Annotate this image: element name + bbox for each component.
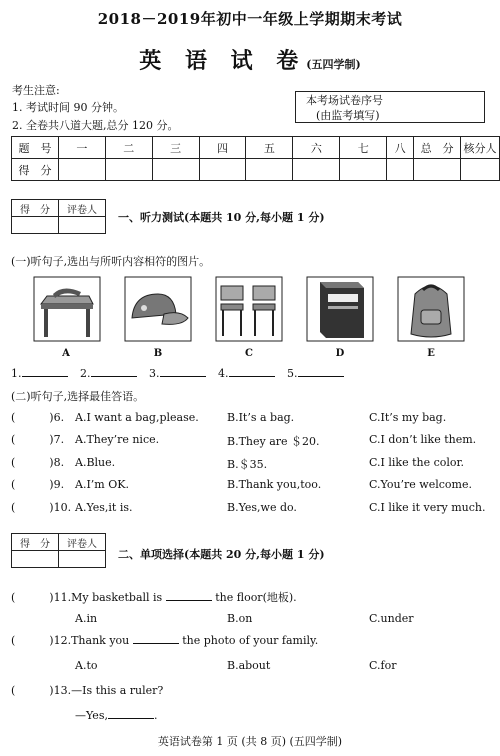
option-c: C.You’re welcome. xyxy=(369,478,472,491)
serial-line1: 本考场试卷序号 xyxy=(306,94,383,107)
score-header-cell: 总 分 xyxy=(414,137,461,159)
score-header-cell: 七 xyxy=(340,137,387,159)
option-c: C.I like it very much. xyxy=(369,501,486,514)
school-system-note: (五四学制) xyxy=(306,58,361,71)
grader-name-cell[interactable] xyxy=(59,217,106,234)
question-row xyxy=(11,433,64,446)
question-row xyxy=(11,411,64,424)
answer-paren[interactable]: ( xyxy=(11,456,16,469)
question-number: )13. xyxy=(49,684,72,697)
score-header-cell: 题 号 xyxy=(12,137,59,159)
option-b: B.about xyxy=(227,659,271,672)
notice-heading: 考生注意: xyxy=(12,84,60,97)
score-input-cell[interactable] xyxy=(199,159,246,181)
answer-paren[interactable]: ( xyxy=(11,591,16,604)
answer-prefix: —Yes, xyxy=(75,709,108,722)
option-c: C.I don’t like them. xyxy=(369,433,477,446)
score-input-cell[interactable] xyxy=(461,159,500,181)
question-row xyxy=(11,501,71,514)
answer-suffix: . xyxy=(153,709,158,722)
question-row xyxy=(11,456,64,469)
option-c: C.for xyxy=(369,659,397,672)
option-a: A.They’re nice. xyxy=(75,433,160,446)
score-table-input-row xyxy=(12,159,500,181)
score-header-cell: 三 xyxy=(152,137,199,159)
option-c: C.under xyxy=(369,612,414,625)
question-row xyxy=(11,478,64,491)
part1-title: (一)听句子,选出与所听内容相符的图片。 xyxy=(11,255,211,268)
answer-paren[interactable]: ( xyxy=(11,684,16,697)
score-input-cell[interactable] xyxy=(387,159,414,181)
serial-line2: (由监考填写) xyxy=(316,109,380,122)
question-text: the photo of your family. xyxy=(182,634,319,647)
blank-number: 3. xyxy=(149,367,160,380)
grader-score-cell[interactable] xyxy=(12,551,59,568)
question-text: the floor(地板). xyxy=(215,591,297,604)
blank-number: 1. xyxy=(11,367,22,380)
answer-blank[interactable] xyxy=(218,367,275,380)
option-b: B.They are ＄20. xyxy=(227,435,320,448)
picture-label: C xyxy=(245,348,253,359)
dictionary-icon xyxy=(306,276,374,342)
score-input-cell[interactable] xyxy=(414,159,461,181)
option-c: C.It’s my bag. xyxy=(369,411,447,424)
section2-title: 二、单项选择(本题共 20 分,每小题 1 分) xyxy=(118,548,325,561)
grader-score-label: 得 分 xyxy=(12,534,59,551)
grader-box-2 xyxy=(11,533,106,568)
answer-paren[interactable]: ( xyxy=(11,478,16,491)
paper-title xyxy=(0,44,500,75)
picture-label: E xyxy=(427,348,435,359)
score-header-cell: 四 xyxy=(199,137,246,159)
score-header-cell: 五 xyxy=(246,137,293,159)
fill-blank[interactable] xyxy=(133,643,179,644)
question-number: )6. xyxy=(49,411,65,424)
score-header-cell: 二 xyxy=(105,137,152,159)
grader-box-1 xyxy=(11,199,106,234)
option-c: C.I like the color. xyxy=(369,456,465,469)
option-b: B.Thank you,too. xyxy=(227,478,322,491)
grader-name-label: 评卷人 xyxy=(59,200,106,217)
option-b: B.on xyxy=(227,612,253,625)
notice-item: 1. 考试时间 90 分钟。 xyxy=(12,101,124,114)
desk-icon xyxy=(33,276,101,342)
option-a: A.in xyxy=(75,612,98,625)
fill-blank[interactable] xyxy=(108,718,154,719)
backpack-icon xyxy=(397,276,465,342)
picture-label: D xyxy=(335,348,345,359)
answer-paren[interactable]: ( xyxy=(11,411,16,424)
score-header-cell: 一 xyxy=(58,137,105,159)
score-input-cell[interactable] xyxy=(340,159,387,181)
score-table-header-row xyxy=(12,137,500,159)
question-text: Thank you xyxy=(71,634,130,647)
answer-blank[interactable] xyxy=(11,367,68,380)
section1-title: 一、听力测试(本题共 10 分,每小题 1 分) xyxy=(118,211,325,224)
answer-paren[interactable]: ( xyxy=(11,634,16,647)
answer-blank[interactable] xyxy=(149,367,206,380)
part2-title: (二)听句子,选择最佳答语。 xyxy=(11,390,145,403)
score-input-cell[interactable] xyxy=(152,159,199,181)
picture-label: A xyxy=(62,348,70,359)
option-a: A.Yes,it is. xyxy=(75,501,133,514)
score-header-cell: 八 xyxy=(387,137,414,159)
fill-blank[interactable] xyxy=(166,600,212,601)
question-number: )7. xyxy=(49,433,65,446)
serial-number-box xyxy=(295,91,485,123)
score-input-cell[interactable] xyxy=(58,159,105,181)
option-b: B.＄35. xyxy=(227,458,268,471)
grader-score-cell[interactable] xyxy=(12,217,59,234)
answer-paren[interactable]: ( xyxy=(11,501,16,514)
answer-paren[interactable]: ( xyxy=(11,433,16,446)
picture-label: B xyxy=(153,348,163,359)
score-input-cell[interactable] xyxy=(246,159,293,181)
question-number: )8. xyxy=(49,456,65,469)
score-header-cell: 六 xyxy=(293,137,340,159)
answer-line xyxy=(75,709,157,722)
score-input-cell[interactable] xyxy=(293,159,340,181)
option-a: A.I’m OK. xyxy=(75,478,129,491)
blank-number: 5. xyxy=(287,367,298,380)
chairs-icon xyxy=(215,276,283,342)
question-text: My basketball is xyxy=(71,591,163,604)
option-b: B.Yes,we do. xyxy=(227,501,297,514)
grader-name-label: 评卷人 xyxy=(59,534,106,551)
question-row xyxy=(11,634,318,647)
page-footer: 英语试卷第 1 页 (共 8 页) (五四学制) xyxy=(157,735,343,748)
score-table xyxy=(11,136,500,181)
question-number: )10. xyxy=(49,501,72,514)
option-b: B.It’s a bag. xyxy=(227,411,295,424)
question-number: )11. xyxy=(49,591,72,604)
question-number: )12. xyxy=(49,634,72,647)
answer-blank[interactable] xyxy=(287,367,344,380)
score-header-cell: 核分人 xyxy=(461,137,500,159)
notice-item: 2. 全卷共八道大题,总分 120 分。 xyxy=(12,119,179,132)
option-a: A.Blue. xyxy=(75,456,116,469)
grader-score-label: 得 分 xyxy=(12,200,59,217)
grader-name-cell[interactable] xyxy=(59,551,106,568)
exam-title: 2018－2019年初中一年级上学期期末考试 xyxy=(97,10,403,28)
question-number: )9. xyxy=(49,478,65,491)
question-row xyxy=(11,684,163,697)
score-input-cell[interactable] xyxy=(105,159,152,181)
paper-subtitle: 英 语 试 卷 xyxy=(139,48,307,74)
question-row xyxy=(11,589,297,605)
option-a: A.I want a bag,please. xyxy=(75,411,199,424)
option-a: A.to xyxy=(75,659,98,672)
cap-icon xyxy=(124,276,192,342)
answer-blank[interactable] xyxy=(80,367,137,380)
blank-number: 2. xyxy=(80,367,91,380)
blank-number: 4. xyxy=(218,367,229,380)
score-row-label: 得 分 xyxy=(12,159,59,181)
question-text: —Is this a ruler? xyxy=(71,684,164,697)
